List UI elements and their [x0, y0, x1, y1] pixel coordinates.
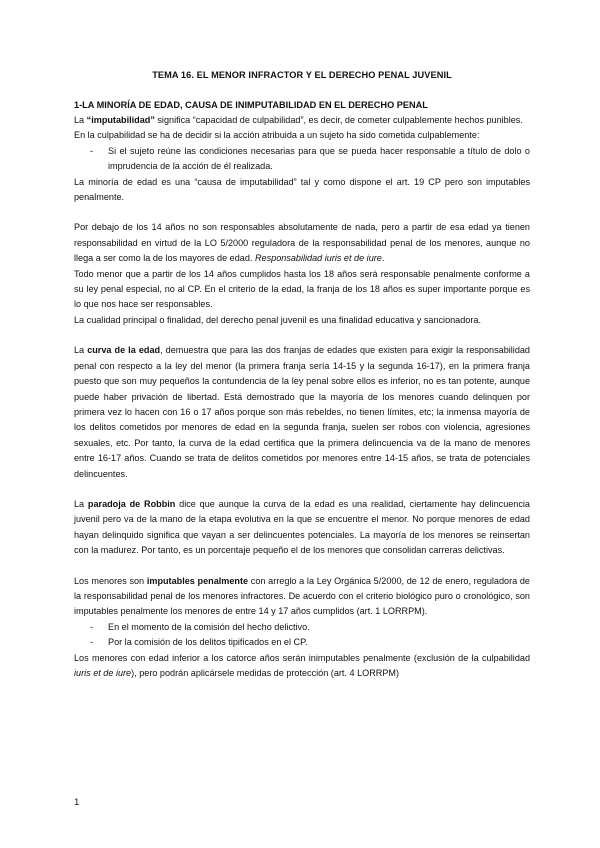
bullet-list [74, 620, 530, 651]
document-page [74, 70, 530, 681]
paragraph-inimputables [74, 651, 530, 682]
section-heading: 1-LA MINORÍA DE EDAD, CAUSA DE INIMPUTABILIDAD EN EL DERECHO PENAL [74, 100, 428, 110]
paragraph-curva-edad [74, 343, 530, 482]
paragraph-todo-menor: Todo menor que a partir de los 14 años cumplidos hasta los 18 años será responsable penalmente conforme a su ley penal especial, no al CP. En el criterio de la edad, la franja de los 18 años es super importante porque es lo que nos hace ser responsables. [74, 268, 530, 310]
text-run: con arreglo a la Ley Orgánica 5/2000, de 12 de enero, reguladora de la responsabilidad penal de los menores infractores. De acuerdo con el criterio biológico puro o cronológico, son imputables penalmente los menores de entre 14 y 17 años cumplidos (art. 1 LORRPM). [74, 575, 530, 617]
list-item: - Si el sujeto reúne las condiciones necesarias para que se pueda hacer responsable a título de dolo o imprudencia de la acción de él realizada. [74, 144, 530, 175]
paragraph-14-anos [74, 220, 530, 266]
text-run: Los menores son [74, 575, 147, 586]
list-item: - Por la comisión de los delitos tipificados en el CP. [74, 635, 530, 650]
bullet-list [74, 144, 530, 175]
text-run: significa “capacidad de culpabilidad”, es decir, de cometer culpablemente hechos punibles. [154, 115, 523, 125]
text-run: La [74, 115, 87, 125]
text-run: Por debajo de los 14 años no son responsables absolutamente de nada, pero a partir de esa edad ya tienen responsabilidad en virtud de la LO 5/2000 reguladora de la responsabilidad penal de los menores, aunque no llega a ser como la de los mayores de edad. [74, 222, 530, 264]
page-number: 1 [74, 797, 80, 808]
text-run: ), pero podrán aplicársele medidas de protección (art. 4 LORRPM) [131, 668, 400, 678]
text-run: La [74, 345, 88, 356]
text-run: , demuestra que para las dos franjas de edades que existen para exigir la responsabilidad penal con respecto a la ley del menor (la primera franja sería 14-15 y la segunda 16-17), en la primera franja puesto que son muy pequeños la contundencia de la ley penal sobre ellos es inferior, no es tan potente, aunque puede haber privación de libertad. Está demostrado que la mayoría de los menores cuando delinquen por primera vez lo hacen con 16 o 17 años porque son más rebeldes, no tienen límites, etc; la inmensa mayoría de los delitos cometidos por menores de edad en la segunda franja, suelen ser robos con violencia, agresiones sexuales, etc. Por tanto, la curva de la edad certifica que la primera delincuencia va de la mano de menores entre 16-17 años. Cuando se trata de delitos cometidos por menores entre 14-15 años, se trata de potenciales delincuentes. [74, 345, 530, 479]
paragraph-paradoja [74, 497, 530, 559]
text-run: Los menores con edad inferior a los catorce años serán inimputables penalmente (exclusión de la culpabilidad [74, 652, 530, 663]
paragraph-minoria: La minoría de edad es una “causa de imputabilidad” tal y como dispone el art. 19 CP pero son imputables penalmente. [74, 176, 530, 203]
bold-term: imputables penalmente [146, 575, 249, 586]
paragraph-cualidad: La cualidad principal o finalidad, del derecho penal juvenil es una finalidad educativa y sancionadora. [74, 314, 481, 325]
document-title: TEMA 16. EL MENOR INFRACTOR Y EL DERECHO PENAL JUVENIL [152, 70, 452, 80]
italic-term: Responsabilidad iuris et de iure [254, 253, 382, 264]
text-run: dice que aunque la curva de la edad es una realidad, ciertamente hay delincuencia juvenil pero va de la mano de la etapa evolutiva en la que se encuentre el menor. No porque menores de edad hayan delinquido significa que vayan a ser delincuentes potenciales. La mayoría de los menores se reinsertan con la madurez. Por tanto, es un porcentaje pequeño el de los menores que consolidan carreras delictivas. [74, 498, 530, 556]
bold-term: curva de la edad [87, 345, 161, 356]
bold-term: “imputabilidad” [86, 115, 155, 125]
italic-term: iuris et de iure [74, 668, 132, 678]
paragraph-culpabilidad: En la culpabilidad se ha de decidir si la acción atribuida a un sujeto ha sido cometida culpablemente: [74, 130, 480, 141]
text-run: . [381, 253, 385, 264]
bold-term: paradoja de Robbin [87, 498, 176, 509]
text-run: La [74, 498, 88, 509]
list-item: - En el momento de la comisión del hecho delictivo. [74, 620, 530, 635]
paragraph-imputabilidad [74, 113, 530, 128]
paragraph-imputables [74, 574, 530, 620]
